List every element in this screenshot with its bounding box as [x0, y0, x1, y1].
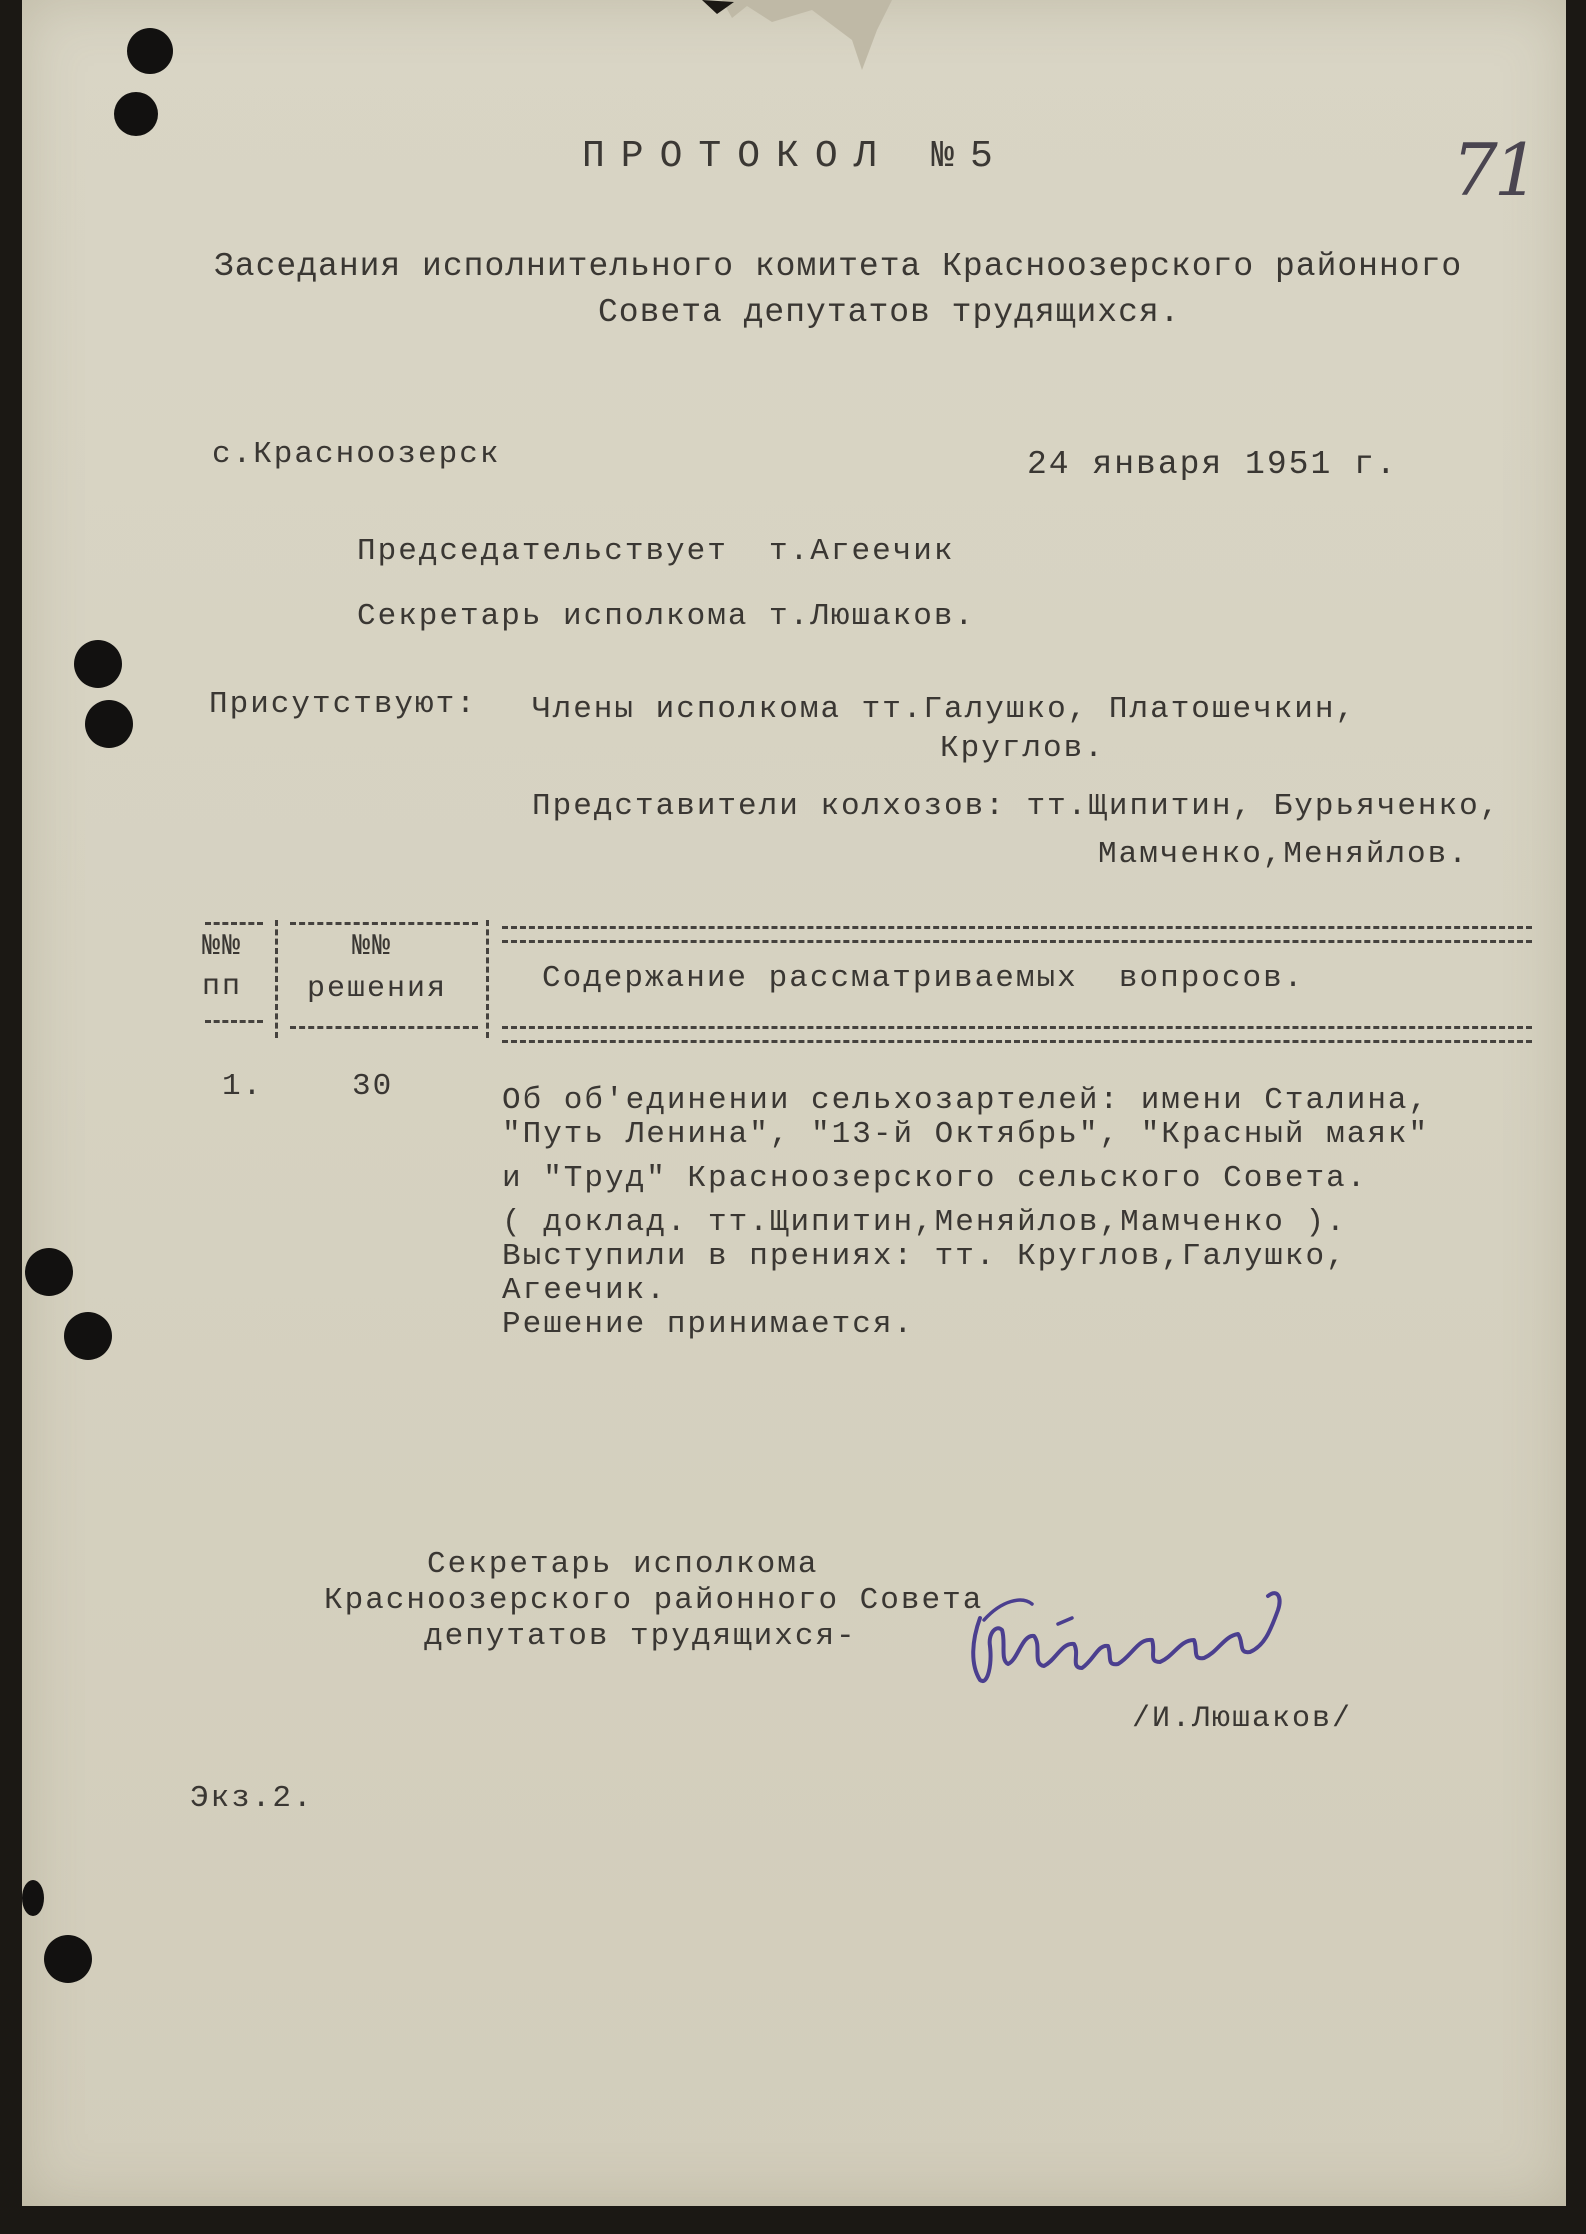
table-bottom-rule-col1	[205, 1020, 263, 1023]
punch-hole	[25, 1248, 73, 1296]
punch-hole	[114, 92, 158, 136]
table-bottom-rule-col3b	[502, 1040, 1532, 1043]
col2-head-bottom: решения	[307, 972, 448, 1006]
signoff-line-3: депутатов трудящихся-	[424, 1619, 857, 1654]
table-top-rule-col2	[290, 922, 478, 925]
row-number: 1.	[222, 1069, 264, 1104]
table-divider-2	[486, 920, 489, 1038]
row-content-line: Решение принимается.	[502, 1307, 915, 1342]
punch-hole	[22, 1880, 44, 1916]
table-top-rule-col1	[205, 922, 263, 925]
table-divider-1	[275, 920, 278, 1038]
representatives-line-2: Мамченко,Меняйлов.	[1098, 837, 1469, 872]
row-content-line: Об об'единении сельхозартелей: имени Сталина,	[502, 1083, 1430, 1118]
col2-head-top: №№	[352, 930, 393, 964]
row-content-line: Выступили в прениях: тт. Круглов,Галушко,	[502, 1239, 1347, 1274]
date: 24 января 1951 г.	[1027, 446, 1398, 483]
col1-head-bottom: пп	[202, 970, 243, 1004]
table-bottom-rule-col2	[290, 1026, 478, 1029]
document-title: ПРОТОКОЛ №5	[582, 135, 1009, 178]
col3-head: Содержание рассматриваемых вопросов.	[542, 961, 1305, 996]
table-top-rule-col3	[502, 926, 1532, 929]
punch-hole	[85, 700, 133, 748]
subtitle-line-1: Заседания исполнительного комитета Красноозерского районного	[214, 248, 1463, 285]
signoff-line-1: Секретарь исполкома	[427, 1547, 819, 1582]
row-content-line: Агеечик.	[502, 1273, 667, 1308]
document-sheet	[22, 0, 1566, 2206]
table-bottom-rule-col3	[502, 1026, 1532, 1029]
chairman: Председательствует т.Агеечик	[357, 534, 955, 569]
representatives-line-1: Представители колхозов: тт.Щипитин, Бурьяченко,	[532, 789, 1501, 824]
signer-name: /И.Люшаков/	[1132, 1702, 1353, 1736]
torn-edge	[662, 0, 892, 70]
punch-hole	[64, 1312, 112, 1360]
punch-hole	[127, 28, 173, 74]
members-line-1: Члены исполкома тт.Галушко, Платошечкин,	[532, 692, 1357, 727]
secretary: Секретарь исполкома т.Люшаков.	[357, 599, 976, 634]
present-label: Присутствуют:	[209, 687, 477, 722]
handwritten-signature	[962, 1560, 1322, 1700]
row-content-line: и "Труд" Красноозерского сельского Совета.	[502, 1161, 1368, 1196]
folio-number: 71	[1452, 128, 1536, 212]
row-content-line: "Путь Ленина", "13-й Октябрь", "Красный маяк"	[502, 1117, 1430, 1152]
subtitle-line-2: Совета депутатов трудящихся.	[598, 294, 1181, 331]
members-line-2: Круглов.	[940, 731, 1105, 766]
punch-hole	[44, 1935, 92, 1983]
place: с.Красноозерск	[212, 437, 501, 472]
copies-count: Экз.2.	[190, 1781, 314, 1816]
row-decision-number: 30	[352, 1069, 394, 1104]
col1-head-top: №№	[202, 930, 243, 964]
punch-hole	[74, 640, 122, 688]
table-top-rule-col3b	[502, 940, 1532, 943]
signoff-line-2: Красноозерского районного Совета	[324, 1583, 984, 1618]
row-content-line: ( доклад. тт.Щипитин,Меняйлов,Мамченко ).	[502, 1205, 1347, 1240]
